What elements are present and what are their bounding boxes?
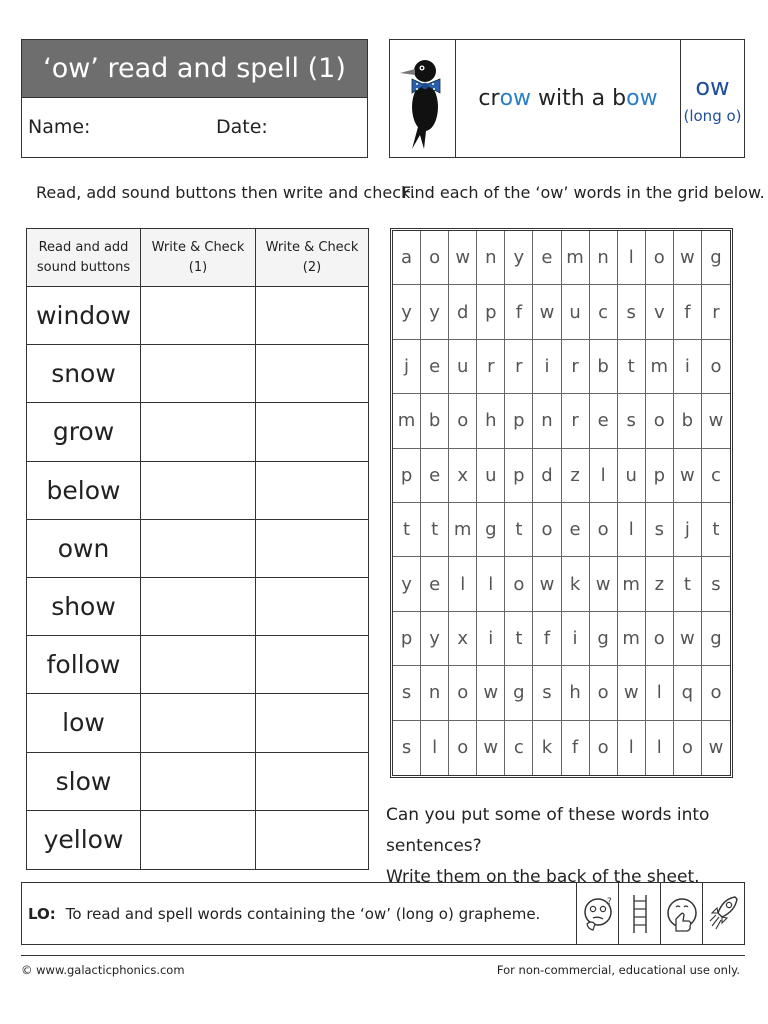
write-check-1-cell[interactable]	[141, 287, 256, 344]
grid-letter[interactable]: g	[702, 612, 730, 666]
spelling-word: yellow	[27, 811, 141, 869]
grid-letter[interactable]: y	[393, 285, 421, 339]
grid-letter[interactable]: t	[702, 503, 730, 557]
grid-letter[interactable]: b	[590, 340, 618, 394]
grid-letter[interactable]: y	[505, 231, 533, 285]
grid-letter[interactable]: f	[533, 612, 561, 666]
grid-letter[interactable]: r	[702, 285, 730, 339]
table-row	[27, 403, 368, 461]
grid-letter[interactable]: o	[421, 231, 449, 285]
grid-letter[interactable]: c	[505, 721, 533, 775]
grid-letter[interactable]: y	[421, 285, 449, 339]
grid-letter[interactable]: o	[449, 721, 477, 775]
grid-letter[interactable]: c	[590, 285, 618, 339]
grid-letter[interactable]: r	[505, 340, 533, 394]
grid-letter[interactable]: n	[421, 666, 449, 720]
grid-letter[interactable]: s	[646, 503, 674, 557]
grid-letter[interactable]: r	[562, 340, 590, 394]
spelling-word: slow	[27, 753, 141, 810]
grid-letter[interactable]: l	[618, 721, 646, 775]
grid-letter[interactable]: i	[533, 340, 561, 394]
grid-letter[interactable]: r	[562, 394, 590, 448]
write-check-2-cell[interactable]	[256, 520, 368, 577]
grid-letter[interactable]: p	[393, 449, 421, 503]
sentence-prompt-line-2: Write them on the back of the sheet.	[386, 867, 700, 887]
grid-letter[interactable]: y	[421, 612, 449, 666]
grid-letter[interactable]: m	[618, 557, 646, 611]
grid-letter[interactable]: m	[449, 503, 477, 557]
grid-letter[interactable]: o	[702, 340, 730, 394]
grid-letter[interactable]: o	[590, 503, 618, 557]
grid-letter[interactable]: g	[702, 231, 730, 285]
crow-with-bow-icon	[390, 40, 456, 157]
table-row	[27, 694, 368, 752]
grid-letter[interactable]: o	[702, 666, 730, 720]
write-check-1-cell[interactable]	[141, 811, 256, 869]
table-row	[27, 287, 368, 345]
grid-letter[interactable]: j	[393, 340, 421, 394]
spelling-word: window	[27, 287, 141, 344]
footer-copyright: © www.galacticphonics.com	[21, 963, 185, 977]
grid-letter[interactable]: s	[533, 666, 561, 720]
footer-usage: For non-commercial, educational use only.	[496, 963, 740, 977]
name-label: Name:	[28, 116, 91, 138]
write-check-2-cell[interactable]	[256, 811, 368, 869]
grid-letter[interactable]: u	[477, 449, 505, 503]
instructions-left: Read, add sound buttons then write and check.	[36, 183, 416, 202]
grid-letter[interactable]: o	[646, 231, 674, 285]
grid-letter[interactable]: i	[562, 612, 590, 666]
grid-letter[interactable]: s	[393, 666, 421, 720]
grid-letter[interactable]: n	[533, 394, 561, 448]
grid-letter[interactable]: c	[702, 449, 730, 503]
grid-letter[interactable]: t	[421, 503, 449, 557]
lo-text: To read and spell words containing the ‘ow’ (long o) grapheme.	[65, 904, 541, 923]
grid-letter[interactable]: t	[393, 503, 421, 557]
write-check-1-cell[interactable]	[141, 462, 256, 519]
grapheme-box	[681, 40, 744, 157]
write-check-1-cell[interactable]	[141, 345, 256, 402]
table-row	[27, 462, 368, 520]
key-part-2: ow	[499, 86, 532, 111]
grid-letter[interactable]: u	[449, 340, 477, 394]
header-check-2: Write & Check (2)	[265, 240, 359, 275]
grid-letter[interactable]: e	[590, 394, 618, 448]
table-row	[27, 811, 368, 869]
grid-letter[interactable]: p	[393, 612, 421, 666]
date-label: Date:	[216, 116, 268, 138]
write-check-1-cell[interactable]	[141, 753, 256, 810]
key-part-4: ow	[626, 86, 658, 111]
grid-letter[interactable]: w	[477, 666, 505, 720]
table-row	[27, 753, 368, 811]
table-body	[27, 287, 368, 869]
instructions-right: Find each of the ‘ow’ words in the grid below.	[402, 183, 765, 202]
grid-letter[interactable]: g	[505, 666, 533, 720]
spelling-word: snow	[27, 345, 141, 402]
grid-letter[interactable]: o	[590, 721, 618, 775]
grid-letter[interactable]: s	[618, 394, 646, 448]
grid-letter[interactable]: u	[618, 449, 646, 503]
spelling-word: low	[27, 694, 141, 751]
header-read: Read and add sound buttons	[27, 229, 141, 286]
grid-letter[interactable]: a	[393, 231, 421, 285]
grid-letter[interactable]: o	[674, 721, 702, 775]
grid-letter[interactable]: k	[533, 721, 561, 775]
grid-letter[interactable]: o	[646, 394, 674, 448]
grid-letter[interactable]: l	[590, 449, 618, 503]
write-check-2-cell[interactable]	[256, 636, 368, 693]
grid-letter[interactable]: m	[646, 340, 674, 394]
write-check-2-cell[interactable]	[256, 694, 368, 751]
grid-letter[interactable]: z	[646, 557, 674, 611]
spelling-word: follow	[27, 636, 141, 693]
grid-letter[interactable]: x	[449, 612, 477, 666]
write-check-1-cell[interactable]	[141, 694, 256, 751]
grid-letter[interactable]: t	[618, 340, 646, 394]
footer-rule	[21, 955, 745, 956]
grid-letter[interactable]: y	[393, 557, 421, 611]
spelling-table	[26, 228, 369, 870]
grid-letter[interactable]: m	[562, 231, 590, 285]
grid-letter[interactable]: l	[449, 557, 477, 611]
grid-letter[interactable]: w	[674, 612, 702, 666]
grapheme: ow	[695, 72, 730, 101]
grid-letter[interactable]: v	[646, 285, 674, 339]
write-check-2-cell[interactable]	[256, 578, 368, 635]
table-header	[27, 229, 368, 287]
grid-letter[interactable]: w	[702, 394, 730, 448]
thinking-face-icon[interactable]	[576, 883, 618, 944]
spelling-word: below	[27, 462, 141, 519]
grid-letter[interactable]: i	[477, 612, 505, 666]
grid-letter[interactable]: w	[449, 231, 477, 285]
grid-letter[interactable]: m	[393, 394, 421, 448]
grid-letter[interactable]: t	[674, 557, 702, 611]
rocket-icon[interactable]	[702, 883, 744, 944]
table-row	[27, 636, 368, 694]
learning-objective-bar	[21, 882, 745, 945]
write-check-2-cell[interactable]	[256, 753, 368, 810]
grid-letter[interactable]: p	[477, 285, 505, 339]
grid-letter[interactable]: s	[702, 557, 730, 611]
spelling-word: show	[27, 578, 141, 635]
grid-letter[interactable]: k	[562, 557, 590, 611]
grid-letter[interactable]: m	[618, 612, 646, 666]
grid-letter[interactable]: l	[646, 666, 674, 720]
grid-letter[interactable]: e	[421, 340, 449, 394]
name-date-row	[22, 98, 367, 156]
grid-letter[interactable]: p	[505, 394, 533, 448]
grid-letter[interactable]: g	[477, 503, 505, 557]
grid-letter[interactable]: e	[562, 503, 590, 557]
grid-letter[interactable]: b	[421, 394, 449, 448]
grid-letter[interactable]: l	[421, 721, 449, 775]
table-row	[27, 345, 368, 403]
grid-letter[interactable]: n	[590, 231, 618, 285]
write-check-1-cell[interactable]	[141, 578, 256, 635]
write-check-2-cell[interactable]	[256, 345, 368, 402]
grid-letter[interactable]: h	[477, 394, 505, 448]
ladder-icon[interactable]	[618, 883, 660, 944]
grid-letter[interactable]: d	[533, 449, 561, 503]
write-check-2-cell[interactable]	[256, 403, 368, 460]
table-row	[27, 520, 368, 578]
key-part-3: with a b	[531, 86, 627, 111]
header-check-1: Write & Check (1)	[141, 229, 256, 286]
worksheet-title: ‘ow’ read and spell (1)	[22, 40, 367, 98]
word-search-grid	[390, 228, 733, 778]
grid-letter[interactable]: l	[646, 721, 674, 775]
grid-letter[interactable]: w	[618, 666, 646, 720]
grid-letter[interactable]: o	[533, 503, 561, 557]
grid-letter[interactable]: t	[505, 503, 533, 557]
write-check-1-cell[interactable]	[141, 403, 256, 460]
grid-letter[interactable]: o	[505, 557, 533, 611]
grid-letter[interactable]: f	[674, 285, 702, 339]
write-check-2-cell[interactable]	[256, 287, 368, 344]
grid-letter[interactable]: w	[533, 557, 561, 611]
table-row	[27, 578, 368, 636]
write-check-1-cell[interactable]	[141, 520, 256, 577]
grid-letter[interactable]: l	[618, 231, 646, 285]
grid-letter[interactable]: w	[533, 285, 561, 339]
spelling-word: own	[27, 520, 141, 577]
grid-letter[interactable]: f	[562, 721, 590, 775]
grid-letter[interactable]: w	[590, 557, 618, 611]
grid-letter[interactable]: w	[708, 737, 724, 759]
key-part-1: cr	[478, 86, 500, 111]
svg-text:?: ?	[606, 896, 612, 907]
title-box	[21, 39, 368, 158]
grid-letter[interactable]: p	[505, 449, 533, 503]
grid-letter[interactable]: t	[505, 612, 533, 666]
grid-letter[interactable]: o	[646, 612, 674, 666]
grid-letter[interactable]: d	[449, 285, 477, 339]
grid-letter[interactable]: u	[562, 285, 590, 339]
grid-letter[interactable]: s	[393, 721, 421, 775]
grid-letter[interactable]: g	[590, 612, 618, 666]
grid-letter[interactable]: o	[590, 666, 618, 720]
key-phrase	[456, 40, 681, 157]
grid-letter[interactable]: p	[646, 449, 674, 503]
grid-letter[interactable]: o	[449, 666, 477, 720]
grid-letter[interactable]: j	[674, 503, 702, 557]
thumbs-up-icon[interactable]	[660, 883, 702, 944]
sentence-prompt-line-1: Can you put some of these words into sentences?	[386, 805, 710, 856]
write-check-2-cell[interactable]	[256, 462, 368, 519]
grid-letter[interactable]: l	[477, 557, 505, 611]
learning-objective	[22, 883, 576, 944]
grid-letter[interactable]: e	[533, 231, 561, 285]
grid-letter[interactable]: z	[562, 449, 590, 503]
grid-letter[interactable]: b	[674, 394, 702, 448]
grid-letter[interactable]: q	[674, 666, 702, 720]
grid-letter[interactable]: s	[618, 285, 646, 339]
grid-letter[interactable]: w	[674, 449, 702, 503]
grid-letter[interactable]: w	[477, 721, 505, 775]
grid-letter[interactable]: n	[477, 231, 505, 285]
grid-letter[interactable]: l	[618, 503, 646, 557]
sound-label: (long o)	[683, 106, 742, 125]
grid-letter[interactable]: i	[674, 340, 702, 394]
grid-letter[interactable]: r	[477, 340, 505, 394]
grid-letter[interactable]: o	[449, 394, 477, 448]
grid-letter[interactable]: w	[674, 231, 702, 285]
grid-letter[interactable]: x	[449, 449, 477, 503]
grid-letter[interactable]: h	[562, 666, 590, 720]
spelling-word: grow	[27, 403, 141, 460]
key-word-box	[389, 39, 745, 158]
sentence-prompt	[386, 800, 768, 893]
grid-letter[interactable]: e	[421, 557, 449, 611]
grid-letter[interactable]: e	[421, 449, 449, 503]
grid-letter[interactable]: f	[505, 285, 533, 339]
lo-label: LO:	[28, 904, 56, 923]
write-check-1-cell[interactable]	[141, 636, 256, 693]
